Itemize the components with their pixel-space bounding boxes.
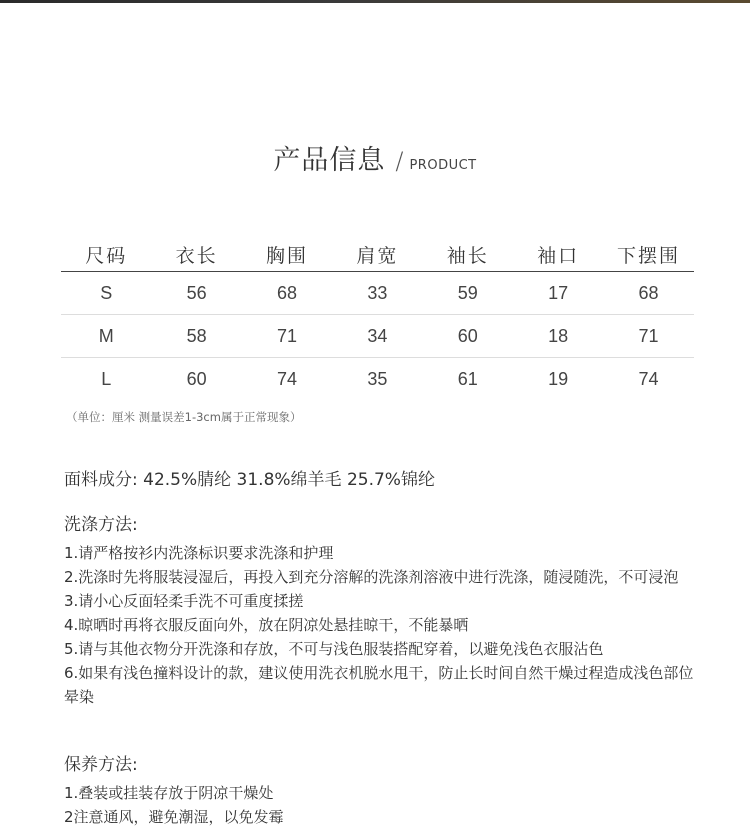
table-cell: 61: [457, 368, 478, 389]
table-row: [61, 315, 694, 358]
care-instructions: [64, 753, 704, 829]
table-cell: 60: [186, 368, 207, 389]
top-divider-bar: [0, 0, 750, 3]
washing-instructions: [64, 513, 704, 709]
table-cell: 68: [276, 282, 297, 303]
material-composition: 面料成分: 42.5%腈纶 31.8%绵羊毛 25.7%锦纶: [64, 470, 435, 490]
washing-line: 6.如果有浅色撞料设计的款，建议使用洗衣机脱水甩干，防止长时间自然干燥过程造成浅色部位晕染: [64, 664, 694, 706]
table-cell: L: [101, 368, 112, 389]
size-table-header: [61, 238, 694, 272]
table-cell: 17: [548, 282, 569, 303]
table-cell: 74: [276, 368, 297, 389]
table-cell: 68: [638, 282, 659, 303]
table-cell: 58: [186, 325, 207, 346]
header-length: 衣长: [175, 245, 218, 267]
measurement-note: （单位：厘米 测量误差1-3cm属于正常现象）: [66, 410, 302, 424]
table-row: [61, 358, 694, 400]
table-cell: 34: [367, 325, 388, 346]
table-cell: 19: [548, 368, 569, 389]
care-line: 2注意通风，避免潮湿，以免发霉: [64, 808, 284, 826]
table-cell: M: [98, 325, 114, 346]
table-cell: 71: [276, 325, 297, 346]
washing-line: 1.请严格按衫内洗涤标识要求洗涤和护理: [64, 544, 334, 562]
washing-line: 4.晾晒时再将衣服反面向外，放在阴凉处悬挂晾干，不能暴晒: [64, 616, 469, 634]
table-cell: 56: [186, 282, 207, 303]
header-size: 尺码: [85, 245, 128, 267]
table-row: [61, 272, 694, 315]
section-title: [0, 138, 750, 177]
table-cell: 35: [367, 368, 388, 389]
size-table: [61, 238, 694, 400]
care-heading: 保养方法:: [64, 755, 138, 775]
header-chest: 胸围: [265, 245, 308, 267]
table-cell: 59: [457, 282, 478, 303]
table-cell: 71: [638, 325, 659, 346]
washing-heading: 洗涤方法:: [64, 515, 138, 535]
washing-line: 5.请与其他衣物分开洗涤和存放，不可与浅色服装搭配穿着，以避免浅色衣服沾色: [64, 640, 604, 658]
title-english: PRODUCT: [409, 158, 477, 173]
table-cell: S: [100, 282, 113, 303]
washing-line: 3.请小心反面轻柔手洗不可重度揉搓: [64, 592, 304, 610]
header-cuff: 袖口: [537, 245, 580, 267]
table-cell: 18: [548, 325, 569, 346]
header-shoulder: 肩宽: [356, 245, 399, 267]
washing-line: 2.洗涤时先将服装浸湿后，再投入到充分溶解的洗涤剂溶液中进行洗涤，随浸随洗，不可浸泡: [64, 568, 679, 586]
table-cell: 33: [367, 282, 388, 303]
table-cell: 74: [638, 368, 659, 389]
title-slash: /: [395, 147, 404, 175]
table-cell: 60: [457, 325, 478, 346]
header-sleeve-length: 袖长: [446, 245, 489, 267]
care-line: 1.叠装或挂装存放于阴凉干燥处: [64, 784, 274, 802]
header-hem: 下摆围: [617, 245, 681, 267]
title-chinese: 产品信息: [273, 145, 386, 176]
